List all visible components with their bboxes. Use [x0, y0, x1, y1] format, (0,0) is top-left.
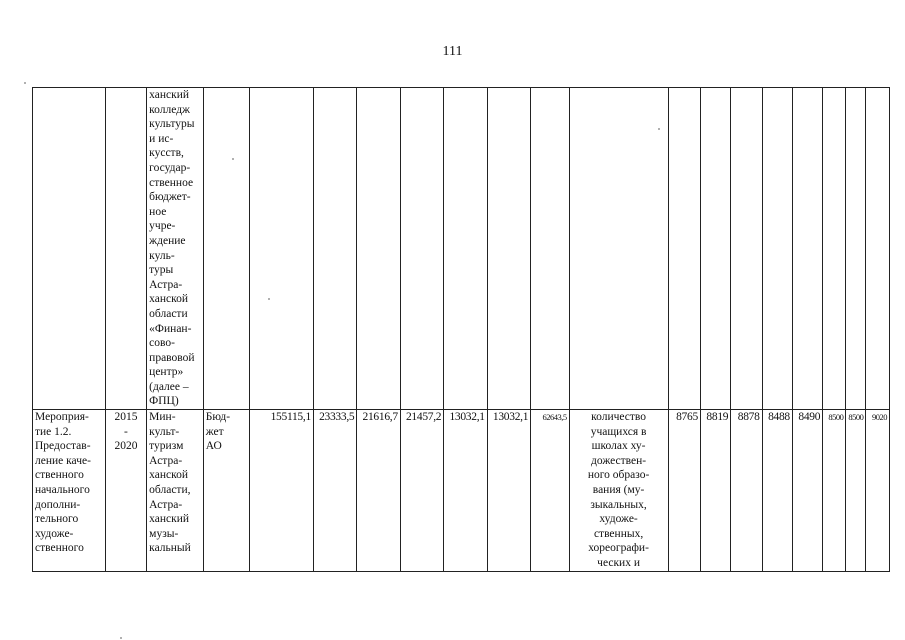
funding-cell: 21616,7: [357, 410, 400, 572]
activity-name-cell: [33, 88, 106, 410]
scan-speck: [120, 637, 122, 639]
funding-cell: [400, 88, 443, 410]
indicator-cell: количество учащихся в школах ху- дожествен- ного образо- вания (му- зыкальных, художе- ственных, хореографи- ческих и: [569, 410, 668, 572]
scan-speck: [24, 82, 26, 84]
indicator-value-cell: 8819: [700, 410, 730, 572]
scan-speck: [268, 298, 270, 300]
indicator-value-cell: [823, 88, 846, 410]
indicator-value-cell: [865, 88, 889, 410]
indicator-value-cell: [762, 88, 792, 410]
table-row: [33, 88, 890, 410]
funding-cell: 13032,1: [487, 410, 530, 572]
executor-cell: ханский колледж культуры и ис- кусств, государ- ственное бюджет- ное учре- ждение куль- туры Астра- ханской области «Финан- сово- правовой центр» (далее – ФПЦ): [147, 88, 204, 410]
indicator-value-cell: 8878: [731, 410, 762, 572]
funding-cell: 62643,5: [531, 410, 569, 572]
source-cell: Бюд- жет АО: [203, 410, 249, 572]
page-number: 111: [442, 44, 463, 59]
activity-name-cell: Мероприя- тие 1.2. Предостав- ление каче- ственного начального дополни- тельного художе- ственного: [33, 410, 106, 572]
scan-speck: [658, 128, 660, 130]
indicator-value-cell: 8500: [823, 410, 846, 572]
years-cell: 2015 - 2020: [105, 410, 146, 572]
funding-cell: [487, 88, 530, 410]
executor-cell: Мин- культ- туризм Астра- ханской области, Астра- ханский музы- кальный: [147, 410, 204, 572]
source-cell: [203, 88, 249, 410]
funding-total-cell: [250, 88, 314, 410]
funding-cell: [357, 88, 400, 410]
scan-speck: [232, 158, 234, 160]
indicator-value-cell: [668, 88, 700, 410]
funding-cell: [444, 88, 487, 410]
indicator-value-cell: [700, 88, 730, 410]
indicator-value-cell: 9020: [865, 410, 889, 572]
funding-cell: 23333,5: [313, 410, 356, 572]
funding-total-cell: 155115,1: [250, 410, 314, 572]
table-row: [33, 410, 890, 572]
funding-cell: [313, 88, 356, 410]
funding-cell: 13032,1: [444, 410, 487, 572]
indicator-value-cell: 8488: [762, 410, 792, 572]
funding-cell: [531, 88, 569, 410]
funding-cell: 21457,2: [400, 410, 443, 572]
program-table: [32, 87, 890, 572]
indicator-cell: [569, 88, 668, 410]
indicator-value-cell: 8765: [668, 410, 700, 572]
indicator-value-cell: [792, 88, 822, 410]
years-cell: [105, 88, 146, 410]
indicator-value-cell: 8490: [792, 410, 822, 572]
indicator-value-cell: 8500: [846, 410, 865, 572]
indicator-value-cell: [846, 88, 865, 410]
indicator-value-cell: [731, 88, 762, 410]
